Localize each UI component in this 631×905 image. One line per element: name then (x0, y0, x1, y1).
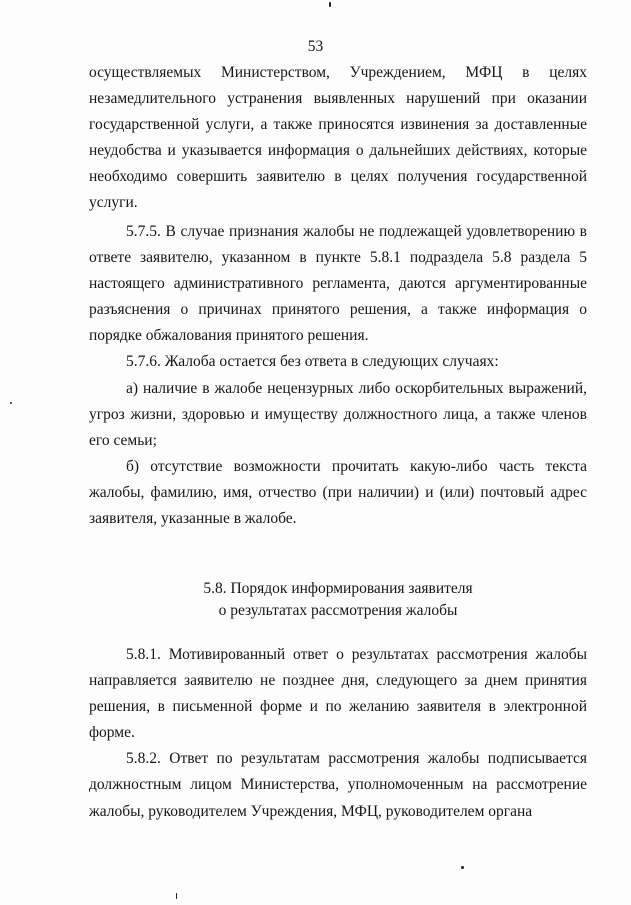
paragraph-continuation: осуществляемых Министерством, Учреждением, МФЦ в целях незамедлительного устранения выявленных нарушений при оказании государственной услуги, а также приносятся извинения за доставленные неудобства и указывается информация о дальнейших действиях, которые необходимо совершить заявителю в целях получения государственной услуги. (89, 64, 587, 212)
page-number: 53 (307, 38, 324, 55)
scan-speck (329, 2, 331, 7)
text-block-section-5-7 (89, 219, 587, 532)
paragraph-5-7-5: 5.7.5. В случае признания жалобы не подлежащей удовлетворению в ответе заявителю, указанном в пункте 5.8.1 подраздела 5.8 раздела 5 настоящего административного регламента, даются аргументированные разъяснения о причинах принятого решения, а также информация о порядке обжалования принятого решения. (89, 223, 587, 345)
paragraph-5-7-6-a: а) наличие в жалобе нецензурных либо оскорбительных выражений, угроз жизни, здоровью и имуществу должностного лица, а также членов его семьи; (89, 379, 587, 449)
text-block-continuation (89, 60, 587, 217)
section-heading-line-2: о результатах рассмотрения жалобы (218, 602, 458, 619)
scan-speck (176, 893, 177, 899)
paragraph-5-8-2: 5.8.2. Ответ по результатам рассмотрения жалобы подписывается должностным лицом Министерства, уполномоченным на рассмотрение жалобы, руководителем Учреждения, МФЦ, руководителем органа (89, 750, 587, 820)
scan-speck (10, 402, 12, 404)
scan-speck (461, 866, 464, 869)
paragraph-5-8-1: 5.8.1. Мотивированный ответ о результатах рассмотрения жалобы направляется заявителю не позднее дня, следующего за днем принятия решения, в письменной форме и по желанию заявителя в электронной форме. (89, 646, 587, 742)
paragraph-5-7-6: 5.7.6. Жалоба остается без ответа в следующих случаях: (126, 353, 499, 371)
section-heading-line-1: 5.8. Порядок информирования заявителя (203, 580, 473, 597)
paragraph-5-7-6-b: б) отсутствие возможности прочитать какую-либо часть текста жалобы, фамилию, имя, отчество (при наличии) и (или) почтовый адрес заявителя, указанные в жалобе. (89, 457, 587, 528)
text-block-section-5-8 (89, 642, 587, 825)
section-heading-5-8 (89, 578, 587, 622)
